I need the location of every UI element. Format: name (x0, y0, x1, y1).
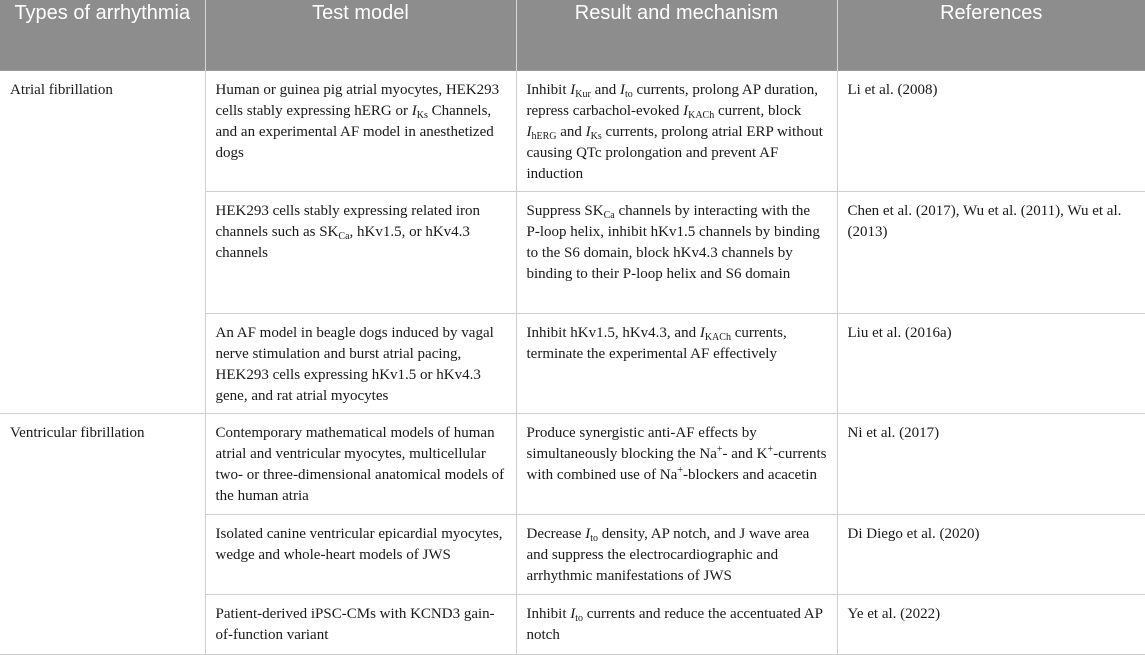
result-cell: Suppress $SK_{Ca}$ channels by interacting with the P-loop helix, inhibit hKv1.5 channels by binding to the S6 domain, block hKv4.3 channels by binding to their P-loop helix and S6 domain (516, 191, 837, 313)
header-references: References (837, 0, 1145, 70)
test-model-cell: Contemporary mathematical models of human atrial and ventricular myocytes, multicellular two- or three-dimensional anatomical models of the human atria (205, 413, 516, 514)
reference-cell: Li et al. (2008) (837, 70, 1145, 191)
reference-cell: Ni et al. (2017) (837, 413, 1145, 514)
result-cell: Decrease $I_{to}$ density, AP notch, and J wave area and suppress the electrocardiographic and arrhythmic manifestations of JWS (516, 514, 837, 594)
table-row (0, 70, 1145, 191)
result-cell: Inhibit $I_{to}$ currents and reduce the accentuated AP notch (516, 594, 837, 654)
result-cell: Inhibit hKv1.5, hKv4.3, and $I_{KACh}$ currents, terminate the experimental AF effectively (516, 313, 837, 413)
reference-cell: Chen et al. (2017), Wu et al. (2011), Wu et al. (2013) (837, 191, 1145, 313)
header-types-of-arrhythmia: Types of arrhythmia (0, 0, 205, 70)
reference-cell: Liu et al. (2016a) (837, 313, 1145, 413)
header-row (0, 0, 1145, 70)
table-row (0, 413, 1145, 514)
reference-cell: Di Diego et al. (2020) (837, 514, 1145, 594)
test-model-cell: An AF model in beagle dogs induced by vagal nerve stimulation and burst atrial pacing, HEK293 cells expressing hKv1.5 or hKv4.3 gene, and rat atrial myocytes (205, 313, 516, 413)
reference-cell: Ye et al. (2022) (837, 594, 1145, 654)
arrhythmia-type-atrial: Atrial fibrillation (0, 70, 205, 413)
arrhythmia-type-ventricular: Ventricular fibrillation (0, 413, 205, 654)
test-model-cell: Isolated canine ventricular epicardial myocytes, wedge and whole-heart models of JWS (205, 514, 516, 594)
result-cell: Inhibit $I_{Kur}$ and $I_{to}$ currents, prolong AP duration, repress carbachol-evoked $I_{KACh}$ current, block $I_{hERG}$ and $I_{Ks}$ currents, prolong atrial ERP without causing QTc prolongation and prevent AF induction (516, 70, 837, 191)
result-cell: Produce synergistic anti-AF effects by simultaneously blocking the Na+- and K+-currents with combined use of Na+-blockers and acacetin (516, 413, 837, 514)
test-model-cell: Patient-derived iPSC-CMs with KCND3 gain-of-function variant (205, 594, 516, 654)
header-test-model: Test model (205, 0, 516, 70)
header-result-and-mechanism: Result and mechanism (516, 0, 837, 70)
test-model-cell: Human or guinea pig atrial myocytes, HEK293 cells stably expressing hERG or $I_{Ks}$ Channels, and an experimental AF model in anesthetized dogs (205, 70, 516, 191)
test-model-cell: HEK293 cells stably expressing related iron channels such as $SK_{Ca}$, hKv1.5, or hKv4.3 channels (205, 191, 516, 313)
